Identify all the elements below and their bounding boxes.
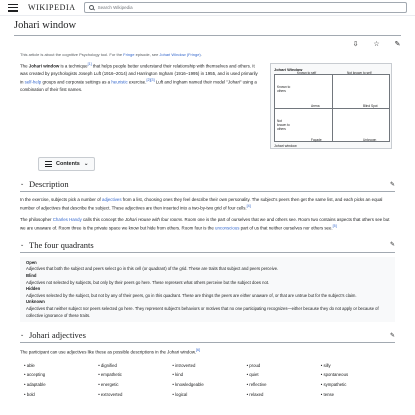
section-description xyxy=(0,171,415,232)
lead-text-1: The xyxy=(20,63,29,69)
adjective-list xyxy=(20,362,395,398)
quadrant-definitions xyxy=(20,257,395,322)
adjectives-intro-text: The participant can use adjectives like these as possible descriptions in the Johari window. xyxy=(20,349,196,355)
column-label-not-known-to-self: Not known to self xyxy=(347,71,372,75)
watch-star-icon[interactable]: ☆ xyxy=(373,41,380,48)
search-icon xyxy=(89,5,94,10)
column-label-known-to-self: Known to self xyxy=(297,71,317,75)
section-header-quadrants[interactable] xyxy=(20,232,395,253)
hatnote-text-middle: episode, see xyxy=(134,52,160,57)
hatnote xyxy=(0,48,415,57)
lead-text-2: is a technique xyxy=(59,63,88,69)
list-item: • bold xyxy=(24,391,98,399)
hatnote-link-episode[interactable]: Johari Window (Fringe) xyxy=(159,52,201,57)
list-item: • empathetic xyxy=(98,371,172,379)
list-item: • accepting xyxy=(24,371,98,379)
johari-grid xyxy=(274,71,390,142)
desc-text-4: calls this concept the xyxy=(81,216,125,222)
hatnote-text-prefix: This article is about the cognitive Psychology tool. For the xyxy=(20,52,124,57)
list-item: • kind xyxy=(172,371,246,379)
edit-pencil-icon[interactable]: ✎ xyxy=(389,181,395,188)
lead-paragraph xyxy=(20,61,262,149)
list-item: • silly xyxy=(321,362,395,370)
section-quadrants xyxy=(0,232,415,322)
reference-5[interactable]: [5] xyxy=(332,224,337,229)
reference-1[interactable]: [1] xyxy=(87,62,92,66)
reference-6[interactable]: [6] xyxy=(195,348,201,353)
list-item: • able xyxy=(24,362,98,370)
list-item: • logical xyxy=(172,391,246,399)
term-open: Open xyxy=(26,259,37,265)
page-title: Johari window xyxy=(14,20,77,31)
list-item: • introverted xyxy=(172,362,246,370)
desc-italic: Johari House with four rooms xyxy=(124,216,183,222)
language-icon[interactable]: ⇩ xyxy=(352,41,359,48)
link-self-help[interactable]: self-help xyxy=(24,79,42,85)
section-header-adjectives[interactable] xyxy=(20,322,395,343)
quadrant-facade: Façade xyxy=(311,138,322,142)
list-item: • proud xyxy=(247,362,321,370)
definition-unknown: Adjectives that neither subject nor peers selected go here. They represent subject's behaviors or motives that no one participating recognizes—either because they do not apply or because of collective ignorance of these traits. xyxy=(26,305,379,318)
reference-2-3[interactable]: [2][3] xyxy=(146,77,155,82)
link-adjectives[interactable]: adjectives xyxy=(102,197,122,202)
lead-text-3: that helps people better understand their relationship with themselves and others. It was created by psychologists Joseph Luft (1916–2014) and Harrington Ingham (1916–1995) in 1955, and is used primarily in xyxy=(20,63,258,85)
lead-bold-term: Johari window xyxy=(28,63,60,69)
edit-pencil-icon[interactable]: ✎ xyxy=(389,242,395,249)
chevron-down-icon[interactable]: ⌄ xyxy=(20,332,25,339)
wikipedia-logo[interactable]: WIKIPEDIA xyxy=(28,3,76,12)
list-item: • dignified xyxy=(98,362,172,370)
hatnote-text-suffix: . xyxy=(200,52,202,57)
search-placeholder: Search Wikipedia xyxy=(97,5,133,10)
adjectives-intro xyxy=(20,347,395,356)
lead-text-4: groups and corporate settings as a xyxy=(41,79,112,85)
desc-text-2: from a list, choosing ones they feel describe their own personality. The subject's peers then get the same list, and each picks an equal number of adjectives that describe the subject. These adjectives are then inserted into a two-by-two grid of four cells. xyxy=(20,197,383,211)
quadrant-blind-spot: Blind Spot xyxy=(363,104,378,108)
search-input[interactable] xyxy=(84,2,407,13)
list-item: • adaptable xyxy=(24,381,98,389)
list-item: • sympathetic xyxy=(321,381,395,389)
link-unconscious[interactable]: unconscious xyxy=(215,225,240,231)
lead-section xyxy=(0,57,415,149)
list-item: • energetic xyxy=(98,381,172,389)
edit-pencil-icon[interactable]: ✎ xyxy=(394,41,401,48)
page-tools xyxy=(0,36,415,48)
row-label-known-to-others: Known to others xyxy=(277,85,291,93)
section-adjectives xyxy=(0,322,415,398)
contents-label: Contents xyxy=(56,161,80,167)
row-label-not-known-to-others: Not known to others xyxy=(277,119,290,131)
hatnote-link-fringe[interactable]: Fringe xyxy=(123,52,135,57)
list-item: • quiet xyxy=(247,371,321,379)
list-item: • knowledgeable xyxy=(172,381,246,389)
desc-text-1: In the exercise, subjects pick a number of xyxy=(20,197,102,202)
quadrant-arena: Arena xyxy=(311,104,320,108)
description-paragraph-2 xyxy=(20,216,395,232)
lead-text-6: Luft and Ingham named their model "Johari" using a combination of their first names. xyxy=(20,79,257,92)
edit-pencil-icon[interactable]: ✎ xyxy=(389,332,395,339)
section-header-description[interactable] xyxy=(20,171,395,192)
list-item: • extroverted xyxy=(98,391,172,399)
definition-hidden: Adjectives selected by the subject, but not by any of their peers, go in this quadrant. These are things the peers are either unaware of, or that are untrue but for the subject's claim. xyxy=(26,292,357,298)
term-hidden: Hidden xyxy=(26,286,41,292)
desc-text-5: . Room one is the part of ourselves that we and others see. Room two contains aspects that others see but we are unaware of. Room three is the private space we know but hide from others. Room four is the xyxy=(20,216,390,231)
contents-button[interactable] xyxy=(38,157,95,171)
list-item: • relaxed xyxy=(247,391,321,399)
link-charles-handy[interactable]: Charles Handy xyxy=(52,216,82,222)
list-item: • spontaneous xyxy=(321,371,395,379)
grid-horizontal-divider xyxy=(275,108,389,109)
desc-text-6: part of us that neither ourselves nor others see. xyxy=(239,225,333,231)
chevron-down-icon[interactable]: ⌄ xyxy=(20,241,25,248)
chevron-down-icon[interactable]: ⌄ xyxy=(20,181,25,187)
figure-title: Johari Window xyxy=(274,67,303,72)
list-item: • tense xyxy=(321,391,395,399)
list-icon xyxy=(45,161,52,167)
term-blind: Blind xyxy=(26,272,37,278)
definition-blind: Adjectives not selected by subjects, but only by their peers go here. These represent what others perceive but the subject does not. xyxy=(26,279,270,285)
link-heuristic[interactable]: heuristic xyxy=(111,79,128,85)
lead-text-5: exercise. xyxy=(127,79,147,85)
section-title-description: Description xyxy=(29,179,69,189)
main-menu-icon[interactable] xyxy=(8,4,18,12)
desc-text-3: The philosopher xyxy=(20,216,53,222)
figure-caption: Johari window xyxy=(274,144,297,148)
chevron-down-icon: ⌄ xyxy=(83,161,89,167)
reference-4[interactable]: [4] xyxy=(246,204,251,209)
section-title-adjectives: Johari adjectives xyxy=(29,330,86,341)
definition-open: Adjectives that both the subject and peers select go in this cell (or quadrant) of the grid. These are traits that subject and peers perceive. xyxy=(26,266,279,272)
johari-window-figure xyxy=(270,63,392,149)
term-unknown: Unknown xyxy=(26,299,45,305)
quadrant-unknown: Unknown xyxy=(363,138,377,142)
top-header xyxy=(0,0,415,16)
list-item: • reflective xyxy=(247,381,321,389)
section-title-quadrants: The four quadrants xyxy=(29,239,94,250)
title-row xyxy=(0,16,415,33)
description-paragraph-1 xyxy=(20,196,395,212)
